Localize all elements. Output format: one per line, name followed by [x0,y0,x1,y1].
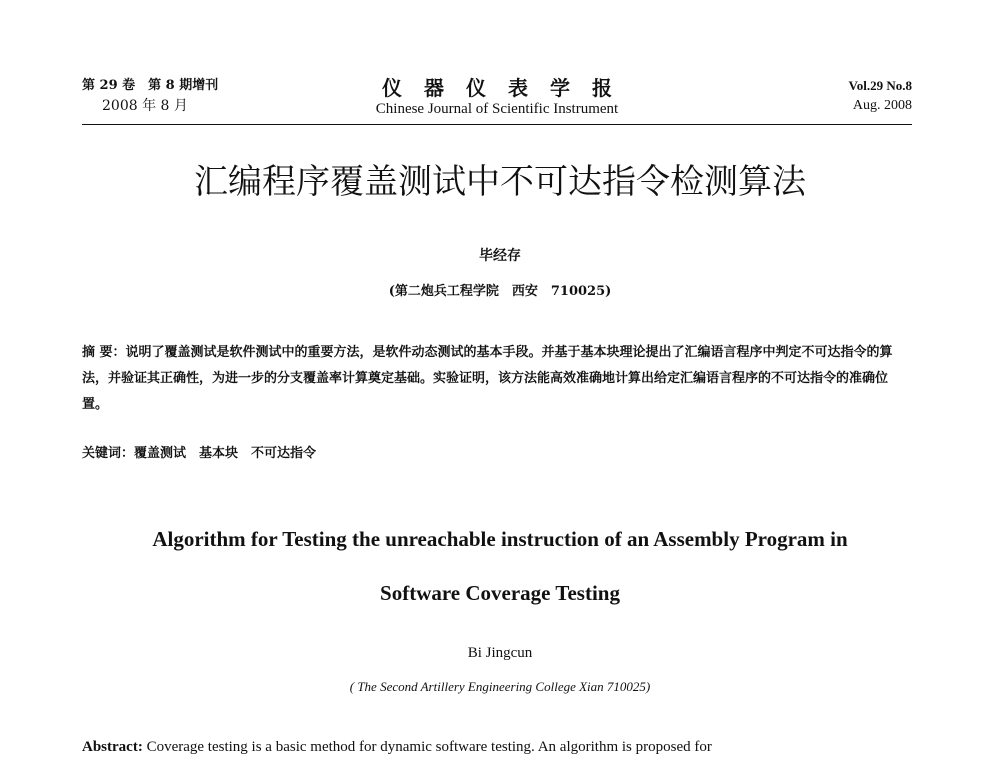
abstract-text-en: Coverage testing is a basic method for dynamic software testing. An algorithm is proposed for [146,739,712,755]
author-en: Bi Jingcun [467,645,533,661]
header-center [282,76,712,118]
volume-issue-cn: 第 29 卷 第 8 期增刊 [82,78,219,93]
abstract-cn [82,340,902,418]
date-en: Aug. 2008 [852,98,912,113]
paper-title-en [0,512,1000,620]
abstract-label-en: Abstract: [82,739,143,755]
journal-header [82,76,912,122]
header-left [82,76,282,116]
affiliation-cn: (第二炮兵工程学院 西安 710025) [388,284,612,299]
keywords-cn [82,444,902,464]
abstract-label-cn: 摘 要： [82,345,126,360]
author-cn: 毕经存 [479,248,521,264]
header-rule [82,124,912,125]
volume-issue-en: Vol.29 No.8 [848,78,912,93]
journal-name-en: Chinese Journal of Scientific Instrument [375,101,619,117]
affiliation-en: ( The Second Artillery Engineering College Xian 710025) [349,679,651,694]
paper-title-en-line2: Software Coverage Testing [380,581,620,605]
journal-name-cn: 仪器仪表学报 [382,76,634,100]
abstract-en [82,737,912,757]
keywords-label-cn: 关键词： [82,446,135,461]
abstract-text-cn: 说明了覆盖测试是软件测试中的重要方法，是软件动态测试的基本手段。并基于基本块理论提出了汇编语言程序中判定不可达指令的算法，并验证其正确性，为进一步的分支覆盖率计算奠定基础。实验证明，该方法能高效准确地计算出给定汇编语言程序的不可达指令的准确位置。 [82,345,893,412]
header-right [712,76,912,116]
keywords-text-cn: 覆盖测试 基本块 不可达指令 [134,446,317,461]
paper-title-en-line1: Algorithm for Testing the unreachable instruction of an Assembly Program in [152,527,848,551]
date-cn: 2008 年 8 月 [102,98,188,114]
paper-title-cn: 汇编程序覆盖测试中不可达指令检测算法 [194,162,806,202]
